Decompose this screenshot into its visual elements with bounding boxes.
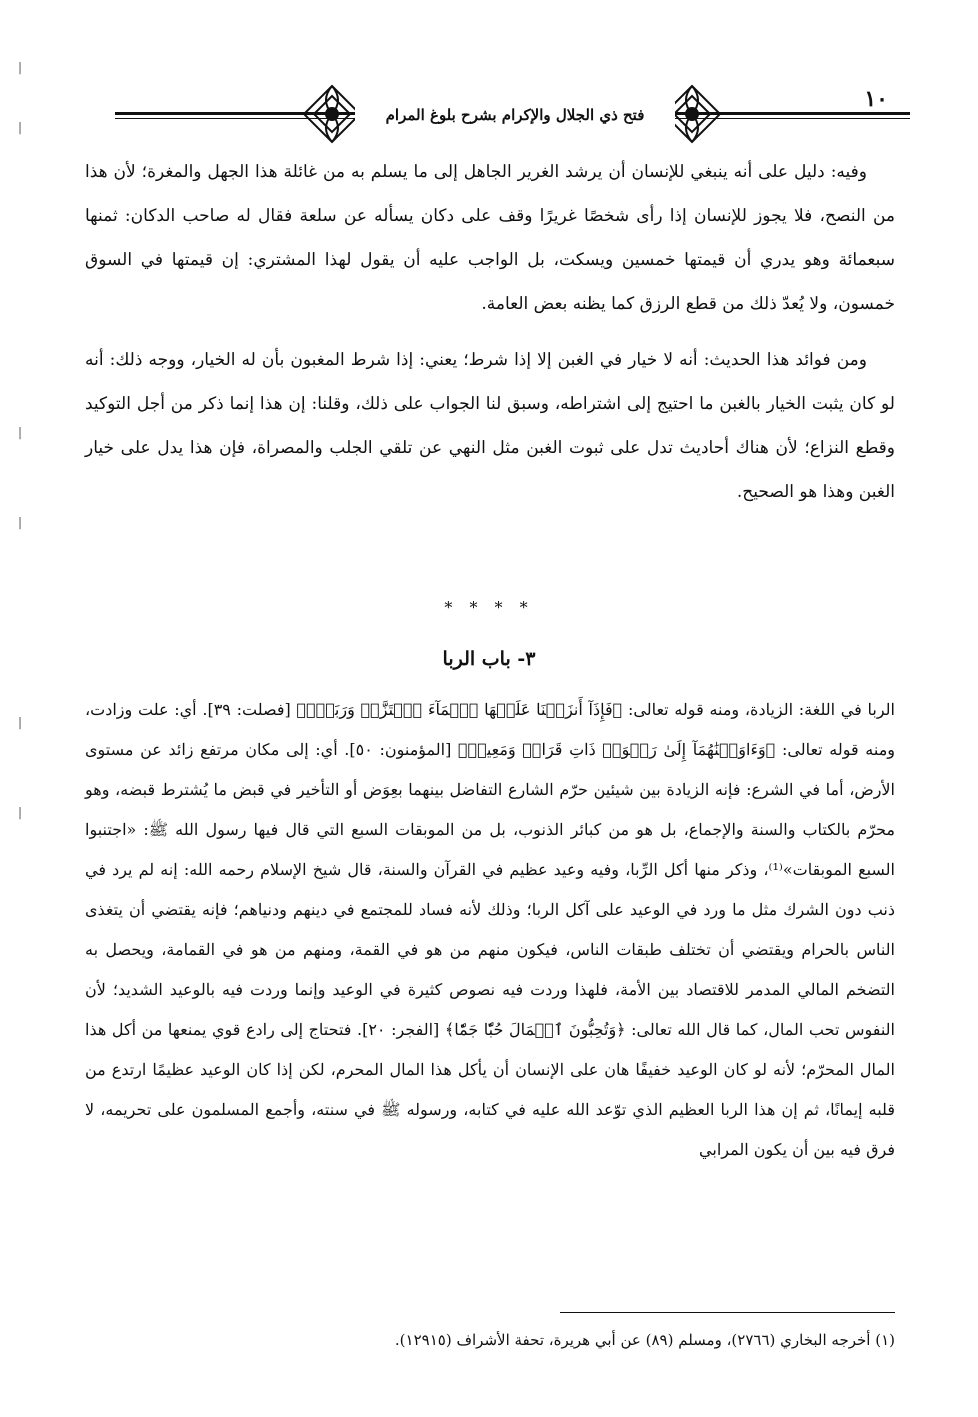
running-title: فتح ذي الجلال والإكرام بشرح بلوغ المرام	[355, 102, 675, 128]
footnote-rule	[560, 1312, 895, 1313]
footnote: (١) أخرجه البخاري (٢٧٦٦)، ومسلم (٨٩) عن أبي هريرة، تحفة الأشراف (١٢٩١٥).	[394, 1331, 895, 1349]
page-header	[115, 80, 910, 148]
paragraph: الربا في اللغة: الزيادة، ومنه قوله تعالى: ﴿فَإِذَآ أَنزَلۡنَا عَلَيۡهَا ٱلۡمَآءَ ٱهۡتَزَّتۡ وَرَبَتۡۚ﴾ [فصلت: ٣٩]. أي: علت وزادت، ومنه قوله تعالى: ﴿وَءَاوَيۡنَٰهُمَآ إِلَىٰ رَبۡوَةٖ ذَاتِ قَرَارٖ وَمَعِينٖ﴾ [المؤمنون: ٥٠]. أي: إلى مكان مرتفع زائد عن مستوى الأرض، أما في الشرع: فإنه الزيادة بين شيئين حرّم الشارع التفاضل بينهما بعِوَض أو التأخير في قبض ما يُشترط قبضه، وهو محرّم بالكتاب والسنة والإجماع، بل هو من كبائر الذنوب، بل من الموبقات السبع التي قال فيها رسول الله ﷺ: «اجتنبوا السبع الموبقات»⁽¹⁾، وذكر منها أكل الرِّبا، وفيه وعيد عظيم في القرآن والسنة، قال شيخ الإسلام رحمه الله: إنه لم يرد في ذنب دون الشرك مثل ما ورد في الوعيد على آكل الربا؛ وذلك لأنه فساد للمجتمع في دينهم ودنياهم؛ فإنه يقتضي أن يتغذى الناس بالحرام ويقتضي أن تختلف طبقات الناس، فيكون منهم من هو في القمة، ومنهم من هو في القمامة، ويحصل به التضخم المالي المدمر للاقتصاد بين الأمة، فلهذا وردت فيه نصوص كثيرة في الوعيد وإنما وردت فيه بالوعيد الشديد؛ لأن النفوس تحب المال، كما قال الله تعالى: ﴿وَتُحِبُّونَ ٱلۡمَالَ حُبّٗا جَمّٗا﴾ [الفجر: ٢٠]. فتحتاج إلى رادع قوي يمنعها من أكل هذا المال المحرّم؛ لأنه لو كان الوعيد خفيفًا هان على الإنسان أن يأكل هذا المال المحرم، لكن إذا كان الوعيد عظيمًا ارتدع من قلبه إيمانًا، ثم إن هذا الربا العظيم الذي توّعد الله عليه في كتابه، ورسوله ﷺ في سنته، وأجمع المسلمون على تحريمه، لا فرق فيه بين أن يكون المرابي	[85, 700, 896, 1159]
margin-tick: |	[18, 715, 23, 729]
body-text	[85, 150, 895, 526]
page-number: ١٠	[860, 86, 892, 112]
margin-tick: |	[18, 805, 23, 819]
chapter-body	[85, 690, 895, 1170]
margin-tick: |	[18, 60, 23, 74]
margin-tick: |	[18, 515, 23, 529]
paragraph: وفيه: دليل على أنه ينبغي للإنسان أن يرشد الغرير الجاهل إلى ما يسلم به من غائلة هذا الجهل والمغرة؛ لأن هذا من النصح، فلا يجوز للإنسان إذا رأى شخصًا غريرًا وقف على دكان يسأله عن سلعة فقال له صاحب الدكان: ثمنها سبعمائة وهو يدري أن قيمتها خمسين ويسكت، بل الواجب عليه أن يقول لهذا المشتري: إن قيمتها في السوق خمسون، ولا يُعدّ ذلك من قطع الرزق كما يظنه بعض العامة.	[85, 162, 895, 314]
margin-tick: |	[18, 120, 23, 134]
chapter-title: ٣- باب الربا	[442, 648, 536, 670]
paragraph: ومن فوائد هذا الحديث: أنه لا خيار في الغبن إلا إذا شرط؛ يعني: إذا شرط المغبون بأن له الخيار، ووجه ذلك: أنه لو كان يثبت الخيار بالغبن ما احتيج إلى اشتراطه، وسبق لنا الجواب على ذلك، وقلنا: إن هذا إنما ذكر من أجل التوكيد وقطع النزاع؛ لأن هناك أحاديث تدل على ثبوت الغبن مثل النهي عن تلقي الجلب والمصراة، فإن هذا يدل على خيار الغبن وهذا هو الصحيح.	[85, 350, 895, 502]
section-separator: * * * *	[444, 598, 534, 617]
margin-tick: |	[18, 425, 23, 439]
